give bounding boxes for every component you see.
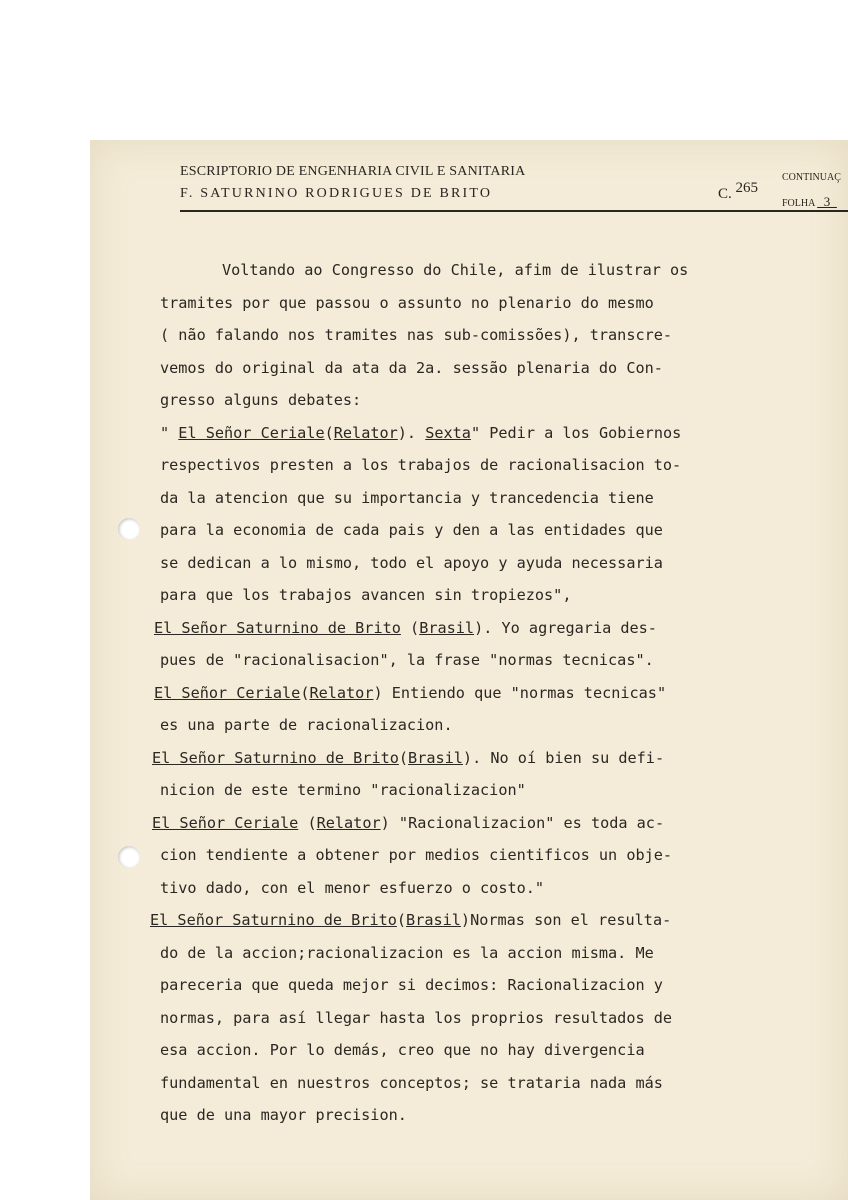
body-line: vemos do original da ata da 2a. sessão plenaria do Con- [160, 358, 663, 377]
body-text-run: "Racionalizacion" es toda ac- [389, 813, 665, 832]
paren-close: ). [397, 423, 417, 442]
folha-field [782, 194, 837, 210]
speaker-brito: El Señor Saturnino de Brito [150, 911, 397, 929]
c-number: 265 [735, 180, 759, 196]
body-line: da la atencion que su importancia y trancedencia tiene [160, 488, 654, 507]
body-line: El Señor Saturnino de Brito(Brasil). No oí bien su defi- [152, 748, 665, 767]
body-line: es una parte de racionalizacion. [160, 716, 453, 734]
c-prefix: C. [718, 186, 732, 202]
body-line: tramites por que passou o assunto no plenario do mesmo [160, 293, 654, 312]
sexta-label: Sexta [425, 423, 471, 442]
body-line: Voltando ao Congresso do Chile, afim de ilustrar os [222, 261, 689, 279]
body-line: El Señor Saturnino de Brito(Brasil)Normas son el resulta- [150, 911, 672, 929]
body-line: gresso alguns debates: [160, 391, 362, 409]
body-line: se dedican a lo mismo, todo el apoyo y ayuda necessaria [160, 553, 663, 572]
body-line: tivo dado, con el menor esfuerzo o costo." [160, 878, 545, 897]
role-relator: Relator [309, 683, 374, 702]
body-line: El Señor Saturnino de Brito (Brasil). Yo agregaria des- [154, 618, 657, 637]
speaker-ceriale: El Señor Ceriale [154, 683, 301, 702]
country-brasil: Brasil [419, 618, 475, 637]
role-relator: Relator [316, 813, 381, 832]
body-line: ( não falando nos tramites nas sub-comissões), transcre- [160, 326, 673, 344]
body-line: pues de "racionalisacion", la frase "normas tecnicas". [160, 651, 654, 669]
letterhead-name: F. SATURNINO RODRIGUES DE BRITO [180, 186, 493, 201]
letter-body [150, 254, 770, 1132]
punch-hole-bottom [118, 846, 140, 868]
role-relator: Relator [333, 423, 398, 442]
body-text-run: Normas son el resulta- [470, 911, 672, 929]
body-line: para la economia de cada pais y den a las entidades que [160, 521, 663, 539]
speaker-brito: El Señor Saturnino de Brito [152, 748, 399, 767]
body-line: fundamental en nuestros conceptos; se trataria nada más [160, 1073, 663, 1092]
body-line: normas, para así llegar hasta los proprios resultados de [160, 1008, 673, 1027]
body-line: cion tendiente a obtener por medios cientificos un obje- [160, 846, 673, 864]
letterhead-office: ESCRIPTORIO DE ENGENHARIA CIVIL E SANITARIA [180, 164, 526, 179]
body-line: esa accion. Por lo demás, creo que no hay divergencia [160, 1041, 645, 1059]
body-line: do de la accion;racionalizacion es la accion misma. Me [160, 943, 654, 962]
body-line: respectivos presten a los trabajos de racionalisacion to- [160, 456, 682, 474]
speaker-brito: El Señor Saturnino de Brito [154, 618, 401, 637]
quote-open: " [160, 423, 179, 442]
continuacao-label: CONTINUAÇ [782, 172, 841, 183]
folha-number: _3_ [817, 194, 837, 209]
letterhead-rule [180, 210, 848, 212]
body-text-run: . No oí bien su defi- [472, 748, 665, 767]
paren-open: ( [324, 423, 334, 442]
body-line: El Señor Ceriale (Relator) "Racionalizacion" es toda ac- [152, 813, 665, 832]
country-brasil: Brasil [408, 748, 463, 767]
body-line: para que los trabajos avancen sin tropiezos", [160, 586, 572, 604]
body-text-run: . Yo agregaria des- [483, 618, 657, 637]
speaker-ceriale: El Señor Ceriale [178, 423, 325, 442]
country-brasil: Brasil [406, 911, 461, 929]
body-line: pareceria que queda mejor si decimos: Racionalizacion y [160, 976, 663, 994]
body-line: que de una mayor precision. [160, 1106, 407, 1124]
body-text-run: Entiendo que "normas tecnicas" [382, 683, 667, 702]
speaker-ceriale: El Señor Ceriale [152, 813, 299, 832]
body-line: nicion de este termino "racionalizacion" [160, 781, 526, 799]
punch-hole-top [118, 518, 140, 540]
body-line: El Señor Ceriale(Relator) Entiendo que "normas tecnicas" [154, 683, 667, 702]
body-text-run: " Pedir a los Gobiernos [470, 423, 682, 442]
folha-label: FOLHA [782, 198, 815, 209]
body-line [160, 417, 770, 450]
correspondence-number [718, 180, 759, 203]
